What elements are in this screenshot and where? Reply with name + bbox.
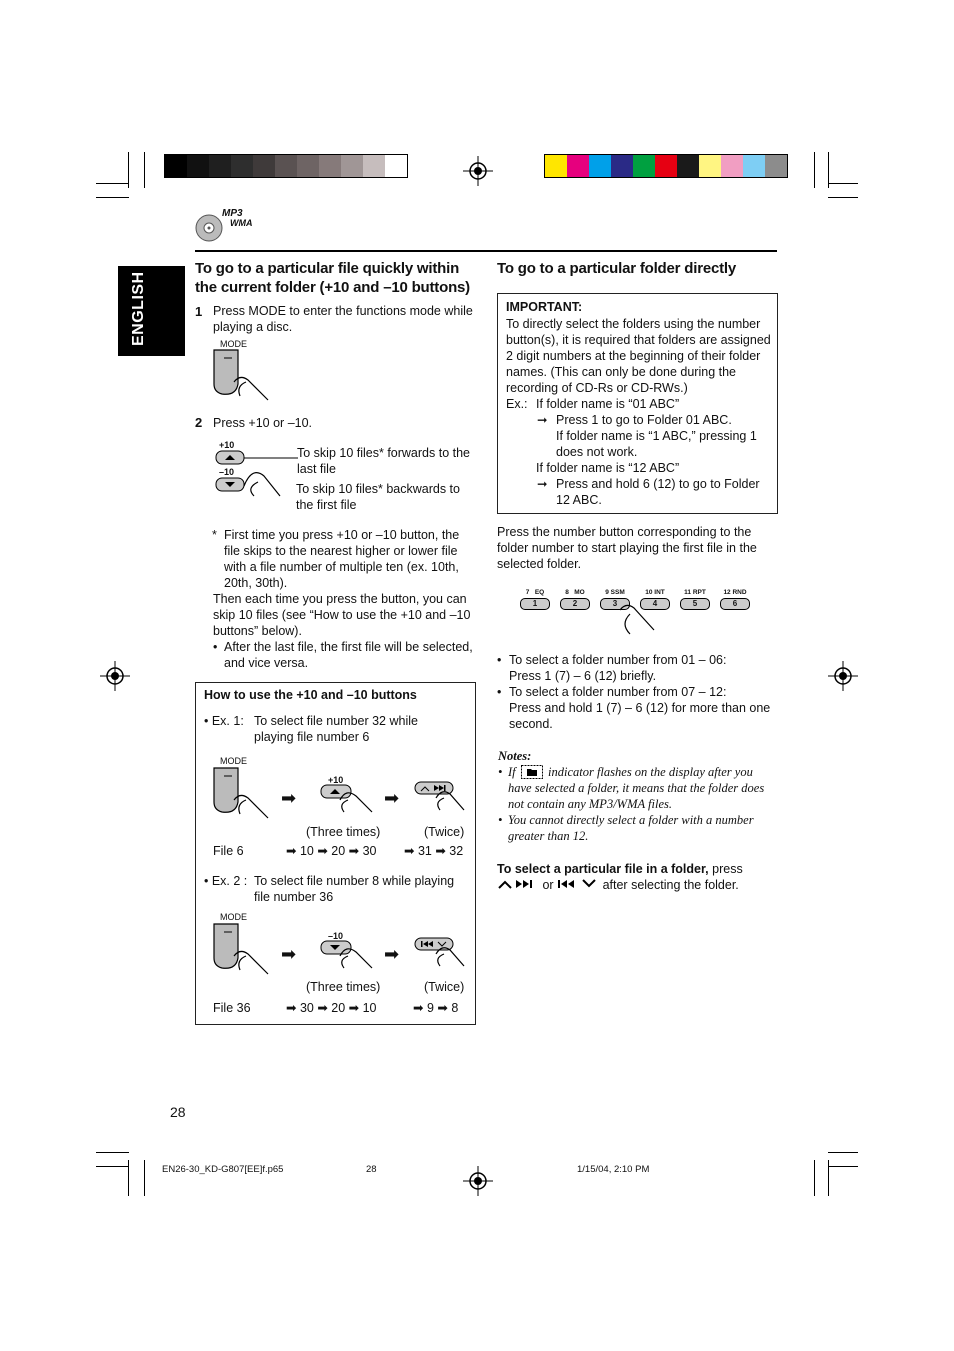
step-number: 1: [195, 304, 203, 319]
mode-label: MODE: [220, 756, 247, 766]
footer-page: 28: [366, 1164, 377, 1175]
calibration-swatch: [721, 155, 743, 177]
bullet: •: [498, 765, 503, 779]
step-number: 2: [195, 415, 203, 430]
language-tab: [118, 266, 185, 356]
crop-mark: [96, 1166, 129, 1167]
number-button-face: 6: [720, 598, 750, 610]
plus10-button-press-icon: [320, 784, 376, 814]
number-button-face: 3: [600, 598, 630, 610]
calibration-swatch: [319, 155, 341, 177]
calibration-swatch: [253, 155, 275, 177]
select-file-press: press: [712, 862, 743, 876]
calibration-swatch: [633, 155, 655, 177]
select-file-bold: To select a particular file in a folder,: [497, 862, 709, 876]
crop-mark: [828, 197, 858, 198]
callout-backward: To skip 10 files* backwards to the first file: [296, 482, 460, 512]
number-button-caption: 8 MO: [565, 589, 585, 596]
crop-mark: [828, 183, 858, 184]
section-heading-folder-direct: To go to a particular folder directly: [497, 260, 737, 277]
bullet: •: [497, 653, 502, 667]
calibration-swatch: [297, 155, 319, 177]
arrow-icon: ➞: [537, 477, 548, 491]
howto-ex2-label: • Ex. 2 :: [204, 874, 248, 888]
calibration-swatch: [341, 155, 363, 177]
minus10-label: –10: [219, 467, 235, 477]
select-file-or: or: [542, 878, 554, 892]
down-chevron-icon: [581, 877, 599, 893]
bullet1-text: To select a folder number from 01 – 06:: [509, 653, 727, 667]
crop-mark: [144, 1160, 145, 1196]
plus10-label: +10: [328, 775, 344, 785]
ex1-sequence-a: ➡ 10 ➡ 20 ➡ 30: [286, 844, 377, 858]
number-button-2[interactable]: [560, 589, 590, 610]
bullet: •: [213, 640, 218, 654]
important-ex-if2: If folder name is “12 ABC”: [536, 461, 680, 475]
registration-mark-icon: [828, 661, 858, 691]
logo-wma: WMA: [230, 218, 253, 228]
mode-button-press-icon: [210, 920, 270, 976]
calibration-swatch: [385, 155, 407, 177]
important-text: To directly select the folders using the number button(s), it is required that folders are assigned 2 digit numbers at the beginning of their folder names. (This can only be done during the recording of CD-Rs or CD-RWs.): [506, 317, 771, 395]
number-button-face: 4: [640, 598, 670, 610]
bullet: •: [497, 685, 502, 699]
ex1-three-times: (Three times): [306, 825, 381, 839]
arrow-icon: ➞: [537, 413, 548, 427]
number-button-caption: 11 RPT: [684, 589, 706, 596]
howto-ex2-text: To select file number 8 while playing file number 36: [254, 874, 455, 904]
arrow-icon: ➡: [281, 788, 297, 808]
calibration-swatch: [209, 155, 231, 177]
calibration-swatch: [545, 155, 567, 177]
previous-track-button-press-icon: [414, 936, 466, 972]
calibration-swatch: [699, 155, 721, 177]
color-calibration-bar: [544, 154, 788, 178]
minus10-label: –10: [328, 931, 344, 941]
crop-mark: [96, 1152, 129, 1153]
header-rule: [195, 250, 777, 252]
howto-title: How to use the +10 and –10 buttons: [204, 688, 417, 702]
bullet: •: [498, 813, 503, 827]
calibration-swatch: [589, 155, 611, 177]
important-ex-if1: If folder name is “01 ABC”: [536, 397, 680, 411]
crop-mark: [828, 1152, 858, 1153]
arrow-icon: ➡: [384, 788, 400, 808]
bullet2-text: To select a folder number from 07 – 12:: [509, 685, 727, 699]
previous-track-icon: [557, 877, 581, 893]
ex1-twice: (Twice): [424, 825, 465, 839]
calibration-swatch: [677, 155, 699, 177]
calibration-swatch: [165, 155, 187, 177]
calibration-swatch: [567, 155, 589, 177]
ex1-sequence-b: ➡ 31 ➡ 32: [404, 844, 464, 858]
important-title: IMPORTANT:: [506, 300, 583, 314]
number-button-face: 5: [680, 598, 710, 610]
select-file-line2: [497, 877, 739, 893]
important-ex-arrow1: Press 1 to go to Folder 01 ABC.: [556, 413, 732, 427]
notes-title: Notes:: [498, 749, 532, 763]
number-button-caption: 12 RND: [723, 589, 747, 596]
press-number-text: Press the number button corresponding to the folder number to start playing the first file in the selected folder.: [497, 525, 757, 571]
bullet2b-text: Press and hold 1 (7) – 6 (12) for more than one second.: [509, 701, 771, 731]
step-text: Press MODE to enter the functions mode while playing a disc.: [213, 304, 473, 334]
ex2-file-start: File 36: [213, 1001, 251, 1015]
up-chevron-icon: [497, 877, 515, 893]
howto-ex1-label: • Ex. 1:: [204, 714, 244, 728]
number-button-5[interactable]: [680, 589, 710, 610]
crop-mark: [144, 152, 145, 188]
calibration-swatch: [611, 155, 633, 177]
arrow-icon: ➡: [281, 944, 297, 964]
then-text: Then each time you press the button, you can skip 10 files (see “How to use the +10 and –10 buttons” below).: [213, 592, 471, 638]
important-ex-label: Ex.:: [506, 397, 528, 411]
mode-label: MODE: [220, 339, 247, 349]
calibration-swatch: [743, 155, 765, 177]
footnote-text: First time you press +10 or –10 button, the file skips to the nearest higher or lower file with a file number of multiple ten (ex. 10th, 20th, 30th).: [224, 528, 460, 590]
important-ex-arrow1b: If folder name is “1 ABC,” pressing 1 does not work.: [556, 429, 757, 459]
arrow-icon: ➡: [384, 944, 400, 964]
note1-post: indicator flashes on the display after you have selected a folder, it means that the folder does not contain any MP3/WMA files.: [508, 765, 765, 811]
registration-mark-icon: [463, 156, 493, 186]
disc-icon: [195, 214, 223, 242]
registration-mark-icon: [100, 661, 130, 691]
number-button-caption: 10 INT: [645, 589, 665, 596]
ex2-sequence-b: ➡ 9 ➡ 8: [413, 1001, 459, 1015]
bullet1b-text: Press 1 (7) – 6 (12) briefly.: [509, 669, 657, 683]
crop-mark: [814, 1160, 815, 1196]
calibration-swatch: [231, 155, 253, 177]
number-button-caption: 9 SSM: [605, 589, 625, 596]
plus10-label: +10: [219, 440, 235, 450]
ex2-twice: (Twice): [424, 980, 465, 994]
language-tab-label: ENGLISH: [130, 271, 147, 346]
calibration-swatch: [655, 155, 677, 177]
minus10-button-press-icon: [320, 940, 376, 972]
step-text: Press +10 or –10.: [213, 416, 313, 430]
mode-button-press-icon: [210, 764, 270, 820]
number-button-face: 1: [520, 598, 550, 610]
important-ex-arrow2: Press and hold 6 (12) to go to Folder 12 ABC.: [556, 477, 760, 507]
bullet-text: After the last file, the first file will be selected, and vice versa.: [224, 640, 473, 670]
next-track-icon: [515, 877, 539, 893]
footer-file: EN26-30_KD-G807[EE]f.p65: [162, 1164, 284, 1175]
grayscale-calibration-bar: [164, 154, 408, 178]
page-number: 28: [170, 1104, 186, 1120]
ex2-three-times: (Three times): [306, 980, 381, 994]
note1-pre: If: [508, 765, 516, 779]
crop-mark: [814, 152, 815, 188]
number-button-caption: 7 EQ: [525, 589, 545, 596]
number-button-1[interactable]: [520, 589, 550, 610]
finger-press-icon: [616, 604, 664, 640]
footnote-marker: *: [212, 528, 217, 542]
calibration-swatch: [363, 155, 385, 177]
number-button-face: 2: [560, 598, 590, 610]
calibration-swatch: [765, 155, 787, 177]
logo-mp3: MP3: [222, 208, 243, 219]
mode-label: MODE: [220, 912, 247, 922]
ex2-sequence-a: ➡ 30 ➡ 20 ➡ 10: [286, 1001, 377, 1015]
callout-forward: To skip 10 files* forwards to the last file: [297, 446, 470, 476]
calibration-swatch: [187, 155, 209, 177]
select-file-after: after selecting the folder.: [602, 878, 739, 892]
mode-button-press-icon: [210, 346, 270, 404]
footer-date: 1/15/04, 2:10 PM: [577, 1164, 650, 1175]
howto-ex1-text: To select file number 32 while playing file number 6: [254, 714, 418, 744]
calibration-swatch: [275, 155, 297, 177]
next-track-button-press-icon: [414, 780, 466, 814]
number-button-6[interactable]: [720, 589, 750, 610]
section-heading-plus-minus-10: To go to a particular file quickly within the current folder (+10 and –10 buttons): [195, 260, 470, 296]
note2: You cannot directly select a folder with a number greater than 12.: [508, 813, 754, 843]
crop-mark: [828, 1166, 858, 1167]
crop-mark: [96, 183, 129, 184]
select-file-line1: [497, 861, 779, 877]
registration-mark-icon: [463, 1166, 493, 1196]
ex1-file-start: File 6: [213, 844, 244, 858]
crop-mark: [96, 197, 129, 198]
